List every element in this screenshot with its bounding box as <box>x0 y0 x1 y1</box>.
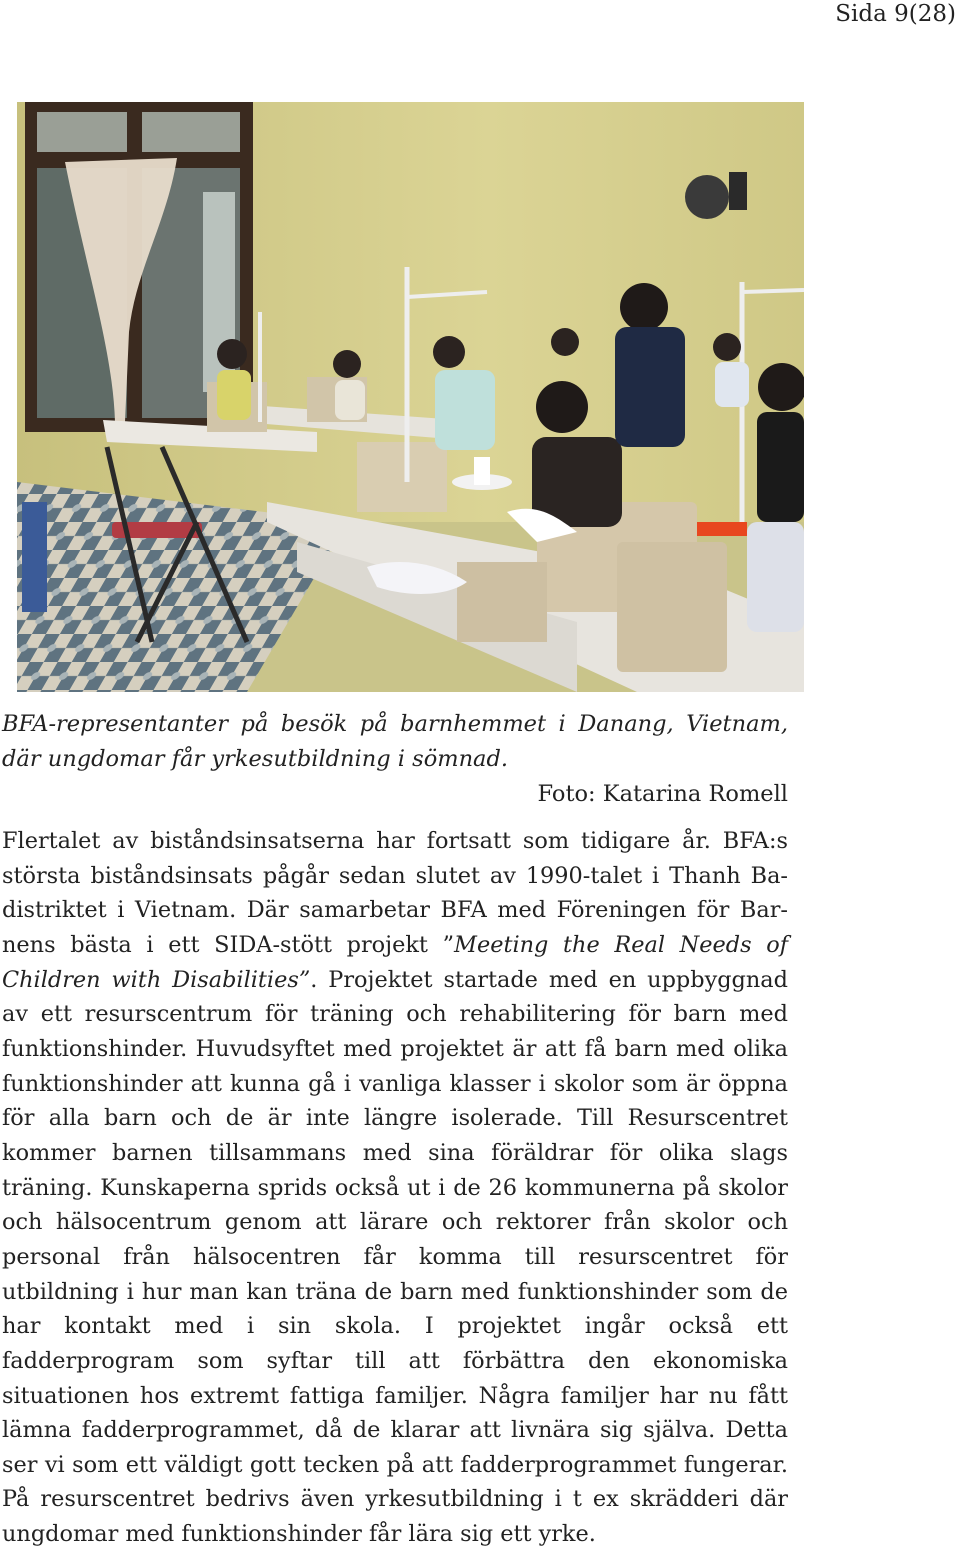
project-title: Meeting the Real Needs of Children with Disabilities” <box>2 931 788 993</box>
body-text-part2: . Projektet startade med en uppbyggnad av ett resurscentrum för träning och rehabilitering för barn med funktionshinder. Huvudsyftet med projektet är att få barn med olika funktionshinder att kunna gå i vanliga klasser i skolor som är öppna för alla barn och de är inte längre isolerade. Till Resurscentret kommer barnen tillsammans med sina föräldrar för olika slags träning. Kunskaperna sprids också ut i de 26 kommunerna på skolor och hälsocentrum genom att lärare och rektorer från skolor och personal från hälsocentren får komma till resurscentret för utbildning i hur man kan träna de barn med funktionshinder som de har kontakt med i sin skola. I projektet ingår också ett fadderprogram som syftar till att förbättra den ekonomiska situationen hos extremt fattiga familjer. Några familjer har nu fått lämna fadderprogrammet, då de klarar att livnära sig själva. Detta ser vi som ett väldigt gott tecken på att fadderprogrammet fungerar. På resurscentret bedrivs även yrkesutbildning i t ex skrädderi där ungdomar med funktionshinder får lära sig ett yrke. <box>2 966 788 1548</box>
photo-sewing-workshop <box>17 102 804 692</box>
photo-credit: Foto: Katarina Romell <box>537 781 788 807</box>
figure-caption: BFA-representanter på besök på barnhemmet i Danang, Vietnam, där ungdomar får yrkesutbildning i sömnad. <box>2 711 788 772</box>
body-paragraph <box>2 824 788 1552</box>
body-text-part1: Flertalet av biståndsinsatserna har fortsatt som tidigare år. BFA:s största biståndsinsats pågår sedan slutet av 1990-talet i Thanh Ba-distriktet i Vietnam. Där samarbetar BFA med Föreningen för Barnens bästa i ett SIDA-stött projekt ” <box>2 828 788 958</box>
page-number: Sida 9(28) <box>835 1 956 27</box>
